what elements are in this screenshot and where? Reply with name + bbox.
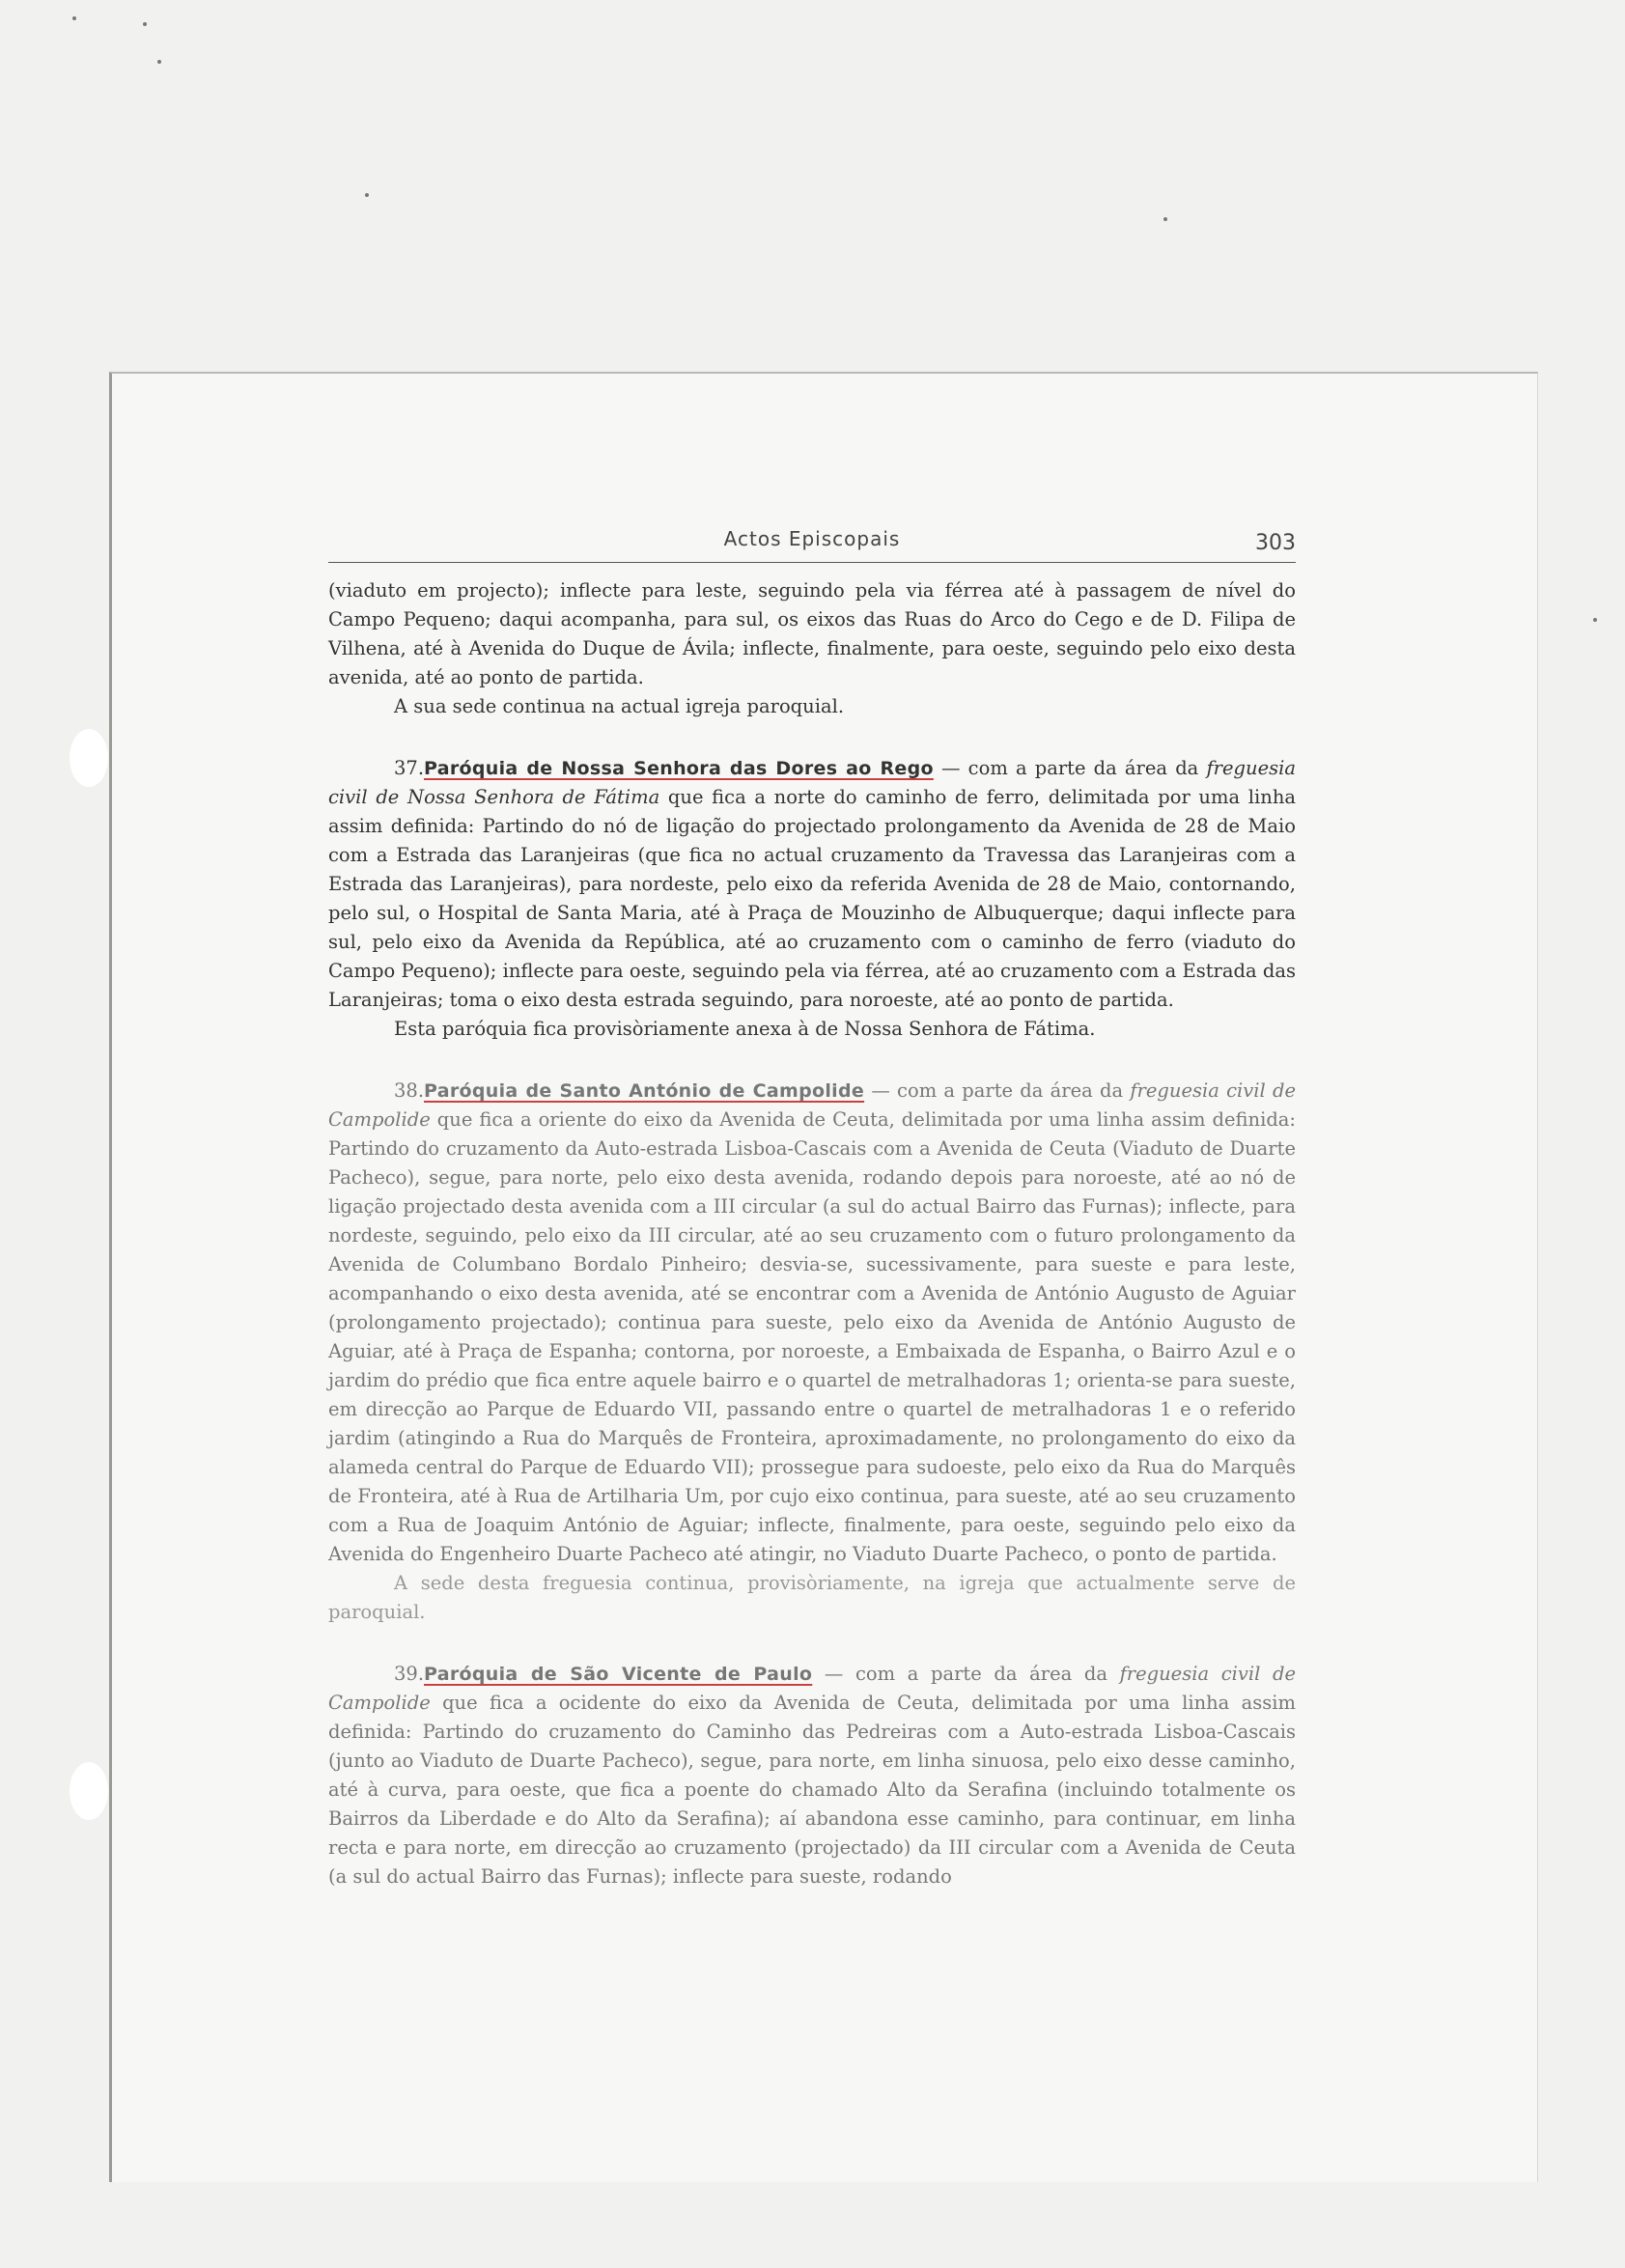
speck [143,22,147,26]
section-title: Paróquia de Nossa Senhora das Dores ao Rego [424,758,934,779]
section-lead: — com a parte da área da [864,1079,1131,1102]
section-title: Paróquia de Santo António de Campolide [424,1080,865,1102]
section-title: Paróquia de São Vicente de Paulo [424,1664,813,1685]
section-italic: freguesia civil de Nossa Senhora de Fátima [328,757,1296,808]
section-38 [328,1077,1296,1627]
section-body: que fica a oriente do eixo da Avenida de Ceuta, delimitada por uma linha assim definida: Partindo do cruzamento da Auto-estrada Lisboa-Cascais com a Avenida de Ceuta (Viaduto de Duarte Pacheco), segue, para norte, pelo eixo desta avenida, rodando depois para noroeste, até ao nó de ligação projectado desta avenida com a III circular (a sul do actual Bairro das Furnas); inflecte, para nordeste, seguindo, pelo eixo da III circular, até ao seu cruzamento com o futuro prolongamento da Avenida de Columbano Bordalo Pinheiro; desvia-se, sucessivamente, para sueste e para leste, acompanhando o eixo desta avenida, até se encontrar com a Avenida de António Augusto de Aguiar (prolongamento projectado); continua para sueste, pelo eixo da Avenida de António Augusto de Aguiar, até à Praça de Espanha; contorna, por noroeste, a Embaixada de Espanha, o Bairro Azul e o jardim do prédio que fica entre aquele bairro e o quartel de metralhadoras 1; orienta-se para sueste, em direcção ao Parque de Eduardo VII, passando entre o quartel de metralhadoras 1 e o referido jardim (atingindo a Rua do Marquês de Fronteira, aproximadamente, no prolongamento do eixo da alameda central do Parque de Eduardo VII); prossegue para sudoeste, pelo eixo da Rua do Marquês de Fronteira, até à Rua de Artilharia Um, por cujo eixo continua, para sueste, até ao seu cruzamento com a Rua de Joaquim António de Aguiar; inflecte, finalmente, para oeste, seguindo pelo eixo da Avenida do Engenheiro Duarte Pacheco até atingir, no Viaduto Duarte Pacheco, o ponto de partida. [328,1108,1296,1565]
speck [1163,217,1167,221]
section-note: Esta paróquia fica provisòriamente anexa à de Nossa Senhora de Fátima. [394,1018,1096,1040]
section-39 [328,1660,1296,1891]
document-body [328,576,1296,1891]
speck [365,193,369,197]
speck [72,16,76,20]
section-note: A sede desta freguesia continua, provisòriamente, na igreja que actualmente serve de paroquial. [328,1572,1296,1623]
section-body: que fica a norte do caminho de ferro, delimitada por uma linha assim definida: Partindo do nó de ligação do projectado prolongamento da Avenida de 28 de Maio com a Estrada das Laranjeiras (que fica no actual cruzamento da Travessa das Laranjeiras com a Estrada das Laranjeiras), para nordeste, pelo eixo da referida Avenida de 28 de Maio, contornando, pelo sul, o Hospital de Santa Maria, até à Praça de Mouzinho de Albuquerque; daqui inflecte para sul, pelo eixo da Avenida da República, até ao cruzamento com o caminho de ferro (viaduto do Campo Pequeno); inflecte para oeste, seguindo pela via férrea, até ao cruzamento com a Estrada das Laranjeiras; toma o eixo desta estrada seguindo, para noroeste, até ao ponto de partida. [328,786,1296,1011]
document-page [328,521,1296,1891]
section-paragraph [328,1077,1296,1569]
intro-paragraph: (viaduto em projecto); inflecte para leste, seguindo pela via férrea até à passagem de nível do Campo Pequeno; daqui acompanha, para sul, os eixos das Ruas do Arco do Cego e de D. Filipa de Vilhena, até à Avenida do Duque de Ávila; inflecte, finalmente, para oeste, seguindo pelo eixo desta avenida, até ao ponto de partida. [328,579,1296,688]
running-header [328,521,1296,563]
speck [157,60,161,64]
section-paragraph [328,1660,1296,1891]
page-number: 303 [1255,531,1296,555]
punch-hole [70,729,108,787]
section-number: 39. [394,1663,425,1685]
section-italic: freguesia civil de Campolide [328,1663,1296,1714]
section-paragraph [328,754,1296,1015]
punch-hole [70,1762,108,1820]
section-body: que fica a ocidente do eixo da Avenida de Ceuta, delimitada por uma linha assim definida: Partindo do cruzamento do Caminho das Pedreiras com a Auto-estrada Lisboa-Cascais (junto ao Viaduto de Duarte Pacheco), segue, para norte, em linha sinuosa, pelo eixo desse caminho, até à curva, para oeste, que fica a poente do chamado Alto da Serafina (incluindo totalmente os Bairros da Liberdade e do Alto da Serafina); aí abandona esse caminho, para continuar, em linha recta e para norte, em direcção ao cruzamento (projectado) da III circular com a Avenida de Ceuta (a sul do actual Bairro das Furnas); inflecte para sueste, rodando [328,1692,1296,1888]
section-lead: — com a parte da área da [812,1663,1120,1685]
section-37 [328,754,1296,1044]
section-number: 38. [394,1079,425,1102]
section-lead: — com a parte da área da [933,757,1207,779]
intro-note: A sua sede continua na actual igreja paroquial. [394,695,845,717]
header-title: Actos Episcopais [723,527,901,550]
section-number: 37. [394,757,425,779]
section-italic: freguesia civil de Campolide [328,1079,1296,1131]
speck [1593,618,1597,622]
